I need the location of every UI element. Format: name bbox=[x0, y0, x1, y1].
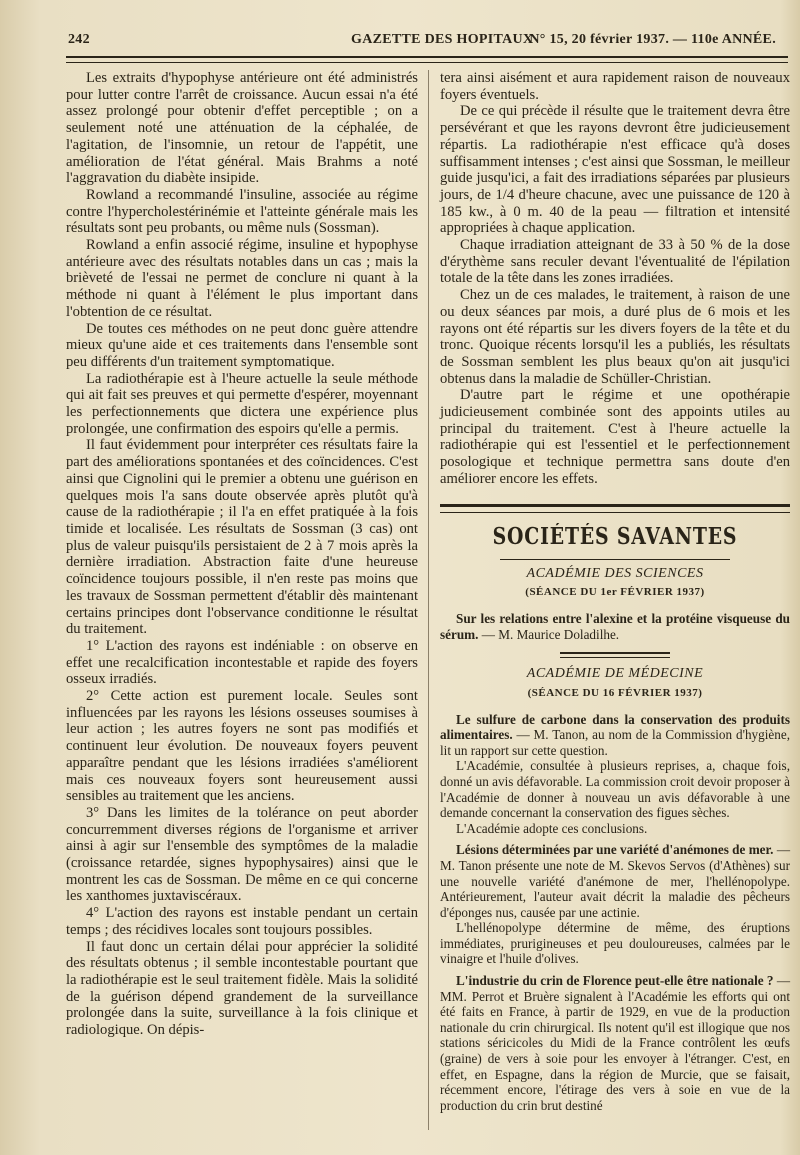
report-item bbox=[440, 712, 790, 759]
section-title: SOCIÉTÉS SAVANTES bbox=[492, 522, 738, 550]
paragraph: tera ainsi aisément et aura rapidement raison de nouveaux foyers éventuels. bbox=[440, 70, 790, 103]
paragraph: 1° L'action des rayons est indéniable : on observe en effet une recalcification incontestable et rapide des foyers osseux irradiés. bbox=[66, 637, 418, 688]
left-column bbox=[66, 70, 418, 1039]
paragraph: De ce qui précède il résulte que le traitement devra être persévérant et que les rayons devront être judicieusement répartis. La radiothérapie n'est efficace qu'à doses suffisamment intenses ; c'est ainsi que Sossman, le meilleur guide jusqu'ici, a fait des irradiations séparées par plusieurs jours, de 1/4 d'heure chacune, avec une puissance de 120 à 185 kw., à 0 m. 40 de la peau — filtration et intensité appropriées à chaque application. bbox=[440, 103, 790, 237]
society-name: ACADÉMIE DES SCIENCES bbox=[526, 565, 704, 581]
paragraph: De toutes ces méthodes on ne peut donc guère attendre mieux qu'une aide et ces traitements dans l'ensemble sont peu différents d'un traitement symptomatique. bbox=[66, 320, 418, 370]
paragraph: Chaque irradiation atteignant de 33 à 50 % de la dose d'érythème sans reculer devant l'éventualité de l'épilation totale de la tête dans les zones irradiées. bbox=[440, 237, 790, 287]
paragraph: Il faut évidemment pour interpréter ces résultats faire la part des améliorations spontanées et des coïncidences. C'est ainsi que Cignolini qui le premier a obtenu une guérison en quelques mois l'a sans doute observée après plutôt qu'à cause de la radiothérapie ; il l'a en effet pratiquée à la fois timide et localisée. Les résultats de Sossman (3 cas) ont plus de valeur puisqu'ils persistaient de 2 à 7 mois après la dernière irradiation. Abstraction faite d'une heureuse coïncidence toujours possible, il n'en reste pas moins que les travaux de Sossman permettent d'établir dès maintenant certains principes dont l'observance conditionne le résultat du traitement. bbox=[66, 437, 418, 638]
report-body: — M. Maurice Doladilhe. bbox=[478, 626, 620, 642]
seance-date: (SÉANCE DU 1er FÉVRIER 1937) bbox=[525, 586, 705, 599]
society-report bbox=[440, 611, 790, 642]
journal-title: GAZETTE DES HOPITAUX bbox=[351, 32, 534, 47]
paragraph: 3° Dans les limites de la tolérance on peut aborder concurremment diverses régions de l'organisme et arriver ainsi à agir sur l'ensemble des symptômes de la maladie (croissance retardée, signes hypophysaires) ainsi que le montrent les cas de Sossman. De même en ce qui concerne les xanthomes juxtaviscéraux. bbox=[66, 804, 418, 905]
report-body: — M. Tanon, au nom de la Commission d'hygiène, lit un rapport sur cette question. bbox=[440, 727, 790, 758]
society-name: ACADÉMIE DE MÉDECINE bbox=[526, 666, 704, 682]
report-body: — MM. Perrot et Bruère signalent à l'Académie les efforts qui ont été faits en France, à partir de 1929, en vue de la production nationale du crin chirurgical. Ils notent qu'il est illogique que nos stations séricicoles du Midi de la France contrôlent les œufs (graine) de vers à soie pour les envoyer à l'étranger. C'est, en effet, en Espagne, dans la région de Murcie, que se faisait, récemment encore, l'étirage des vers à soie en vue de la production du crin brut destiné bbox=[440, 973, 791, 1113]
paragraph: L'Académie adopte ces conclusions. bbox=[456, 820, 648, 836]
report-title: Le sulfure de carbone dans la conservation des produits alimentaires. bbox=[440, 711, 790, 743]
paragraph: 4° L'action des rayons est instable pendant un certain temps ; des récidives locales sont toujours possibles. bbox=[66, 905, 418, 938]
paragraph: Rowland a enfin associé régime, insuline et hypophyse antérieure avec des résultats notables dans un cas ; mais la brièveté de l'essai ne permet de conclure ni quant à la méthode ni quant à l'élément le plus important dans l'obtention de ce résultat. bbox=[66, 237, 418, 320]
column-separator bbox=[428, 70, 429, 1130]
right-column bbox=[440, 70, 790, 1113]
report-item bbox=[440, 611, 790, 642]
header-rule bbox=[66, 56, 788, 63]
paragraph: Rowland a recommandé l'insuline, associée au régime contre l'hypercholestérinémie et l'atteinte générale mais les résultats sont peu probants, ou même nuls (Sossman). bbox=[66, 186, 418, 237]
page-header bbox=[68, 32, 788, 52]
paragraph: L'Académie, consultée à plusieurs reprises, a, chaque fois, donné un avis défavorable. La commission croit devoir proposer à l'Académie de donner à nouveau un avis défavorable à une demande concernant la conservation des figues sèches. bbox=[440, 758, 790, 821]
paragraph: L'hellénopolype détermine de même, des éruptions immédiates, prurigineuses et peu douloureuses, calmées par le vinaigre et l'huile d'olives. bbox=[440, 920, 790, 967]
report-title: Lésions déterminées par une variété d'anémones de mer. bbox=[456, 842, 774, 858]
report-item bbox=[440, 973, 790, 1113]
divider bbox=[500, 559, 730, 560]
paragraph: Chez un de ces malades, le traitement, à raison de une ou deux séances par mois, a duré plus de 6 mois et les rayons ont été répartis sur les divers foyers de la tête et du tronc. Quoique récents lorsqu'il les a publiés, les résultats de Sossman semblent les plus beaux qu'on ait jusqu'ici obtenus dans la maladie de Schüller-Christian. bbox=[440, 287, 790, 387]
report-title: Sur les relations entre l'alexine et la protéine visqueuse du sérum. bbox=[440, 610, 790, 642]
report-body: — M. Tanon présente une note de M. Skevos Servos (d'Athènes) sur une nouvelle variété d'anémone de mer, l'hellénopolype. Antérieurement, l'auteur avait décrit la maladie des pêcheurs d'éponges nus, causée par une actinie. bbox=[440, 842, 791, 920]
society-report bbox=[440, 712, 790, 1114]
page-number: 242 bbox=[68, 32, 90, 47]
paragraph: Les extraits d'hypophyse antérieure ont été administrés pour lutter contre l'arrêt de croissance. Aucun essai n'a été assez prolongé pour obtenir d'effet perceptible ; on a seulement noté une atténuation de la céphalée, de l'agitation, de l'insomnie, un retour de l'appétit, une amélioration de l'état général. Mais Brahms a noté l'aggravation du diabète insipide. bbox=[66, 70, 418, 187]
issue-info: N° 15, 20 février 1937. — 110e ANNÉE. bbox=[529, 32, 776, 47]
seance-date: (SÉANCE DU 16 FÉVRIER 1937) bbox=[527, 686, 703, 699]
divider bbox=[560, 652, 670, 658]
section-rule bbox=[440, 504, 790, 513]
report-item bbox=[440, 842, 790, 920]
report-title: L'industrie du crin de Florence peut-elle être nationale ? bbox=[456, 973, 774, 989]
paragraph: 2° Cette action est purement locale. Seules sont influencées par les rayons les lésions osseuses soumises à leur action ; les autres foyers ne sont pas modifiés et continuent leur évolution. De nouveaux foyers peuvent apparaître pendant que les lésions irradiées s'améliorent mais ces nouveaux foyers sont heureusement aussi sensibles au traitement que les anciens. bbox=[66, 688, 418, 805]
paragraph: Il faut donc un certain délai pour apprécier la solidité des résultats obtenus ; il semble incontestable pourtant que la radiothérapie est le seul traitement fidèle. Mais la solidité de la guérison dépend grandement de la surveillance prolongée dans la suite, surveillance à la fois clinique et radiologique. On dépis- bbox=[66, 938, 418, 1039]
paragraph: D'autre part le régime et une opothérapie judicieusement combinée sont des appoints utiles au principal du traitement. C'est à l'heure actuelle la radiothérapie qui est l'essentiel et le perfectionnement posologique et technique permettra sans doute d'en améliorer encore les effets. bbox=[440, 387, 790, 487]
paragraph: La radiothérapie est à l'heure actuelle la seule méthode qui ait fait ses preuves et qui permette d'espérer, moyennant les perfectionnements que dictera une expérience plus prolongée, une confirmation des espoirs qu'elle a permis. bbox=[66, 370, 418, 437]
